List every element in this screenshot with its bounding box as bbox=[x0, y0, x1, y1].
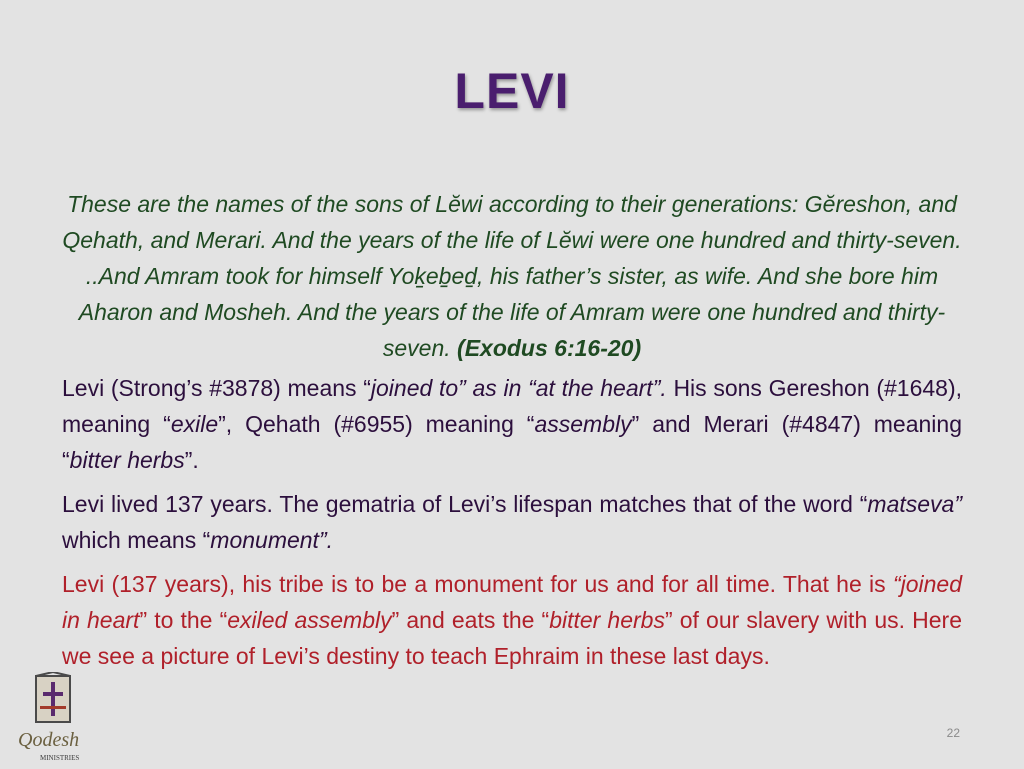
text-run: which means “ bbox=[62, 527, 211, 553]
text-run: Levi lived 137 years. The gematria of Levi’s lifespan matches that of the word “ bbox=[62, 491, 868, 517]
text-run-italic: exile bbox=[170, 411, 219, 437]
ministry-logo bbox=[14, 672, 94, 764]
paragraph-monument bbox=[62, 566, 962, 674]
text-run-italic: exiled assembly bbox=[227, 607, 392, 633]
text-run: ” and Merari (#4847) meaning “ bbox=[62, 411, 963, 473]
quote-text: These are the names of the sons of Lĕwi according to their generations: Gĕreshon, and Qehath, and Merari. And the years of the life of Lĕwi were one hundred and thirty-seven. ..And Amram took for himself Yoḵeḇeḏ, his father’s sister, as wife. And she bore him Aharon and Mosheh. And the years of the life of Amram were one hundred and thirty-seven. bbox=[62, 191, 962, 361]
slide-title: LEVI bbox=[454, 63, 570, 119]
quote-reference: (Exodus 6:16-20) bbox=[457, 335, 642, 361]
logo-subtitle: MINISTRIES bbox=[40, 754, 80, 762]
scripture-quote bbox=[62, 186, 962, 366]
text-run: His sons Gereshon (#1648), meaning “ bbox=[62, 375, 962, 437]
text-run-italic: matseva” bbox=[867, 491, 962, 517]
text-run: ” and eats the “ bbox=[391, 607, 550, 633]
paragraph-gematria bbox=[62, 486, 962, 558]
crest-icon bbox=[14, 672, 94, 764]
text-run-italic: monument”. bbox=[210, 527, 333, 553]
text-run-italic: assembly bbox=[534, 411, 632, 437]
text-run: Levi (137 years), his tribe is to be a monument for us and for all time. That he is bbox=[62, 571, 893, 597]
logo-wordmark: Qodesh bbox=[18, 729, 80, 751]
text-run-italic: bitter herbs bbox=[69, 447, 185, 473]
text-run-italic: “joined in heart bbox=[62, 571, 962, 633]
text-run: Levi (Strong’s #3878) means “ bbox=[62, 375, 371, 401]
text-run-italic: joined to” as in “at the heart”. bbox=[370, 375, 667, 401]
text-run: ” to the “ bbox=[139, 607, 228, 633]
text-run-italic: bitter herbs bbox=[549, 607, 665, 633]
slide-body bbox=[62, 186, 962, 682]
text-run: ” of our slavery with us. Here we see a picture of Levi’s destiny to teach Ephraim in these last days. bbox=[62, 607, 962, 669]
text-run: ”, Qehath (#6955) meaning “ bbox=[218, 411, 535, 437]
paragraph-meaning bbox=[62, 370, 962, 478]
slide-number: 22 bbox=[946, 726, 960, 740]
text-run: ”. bbox=[184, 447, 199, 473]
